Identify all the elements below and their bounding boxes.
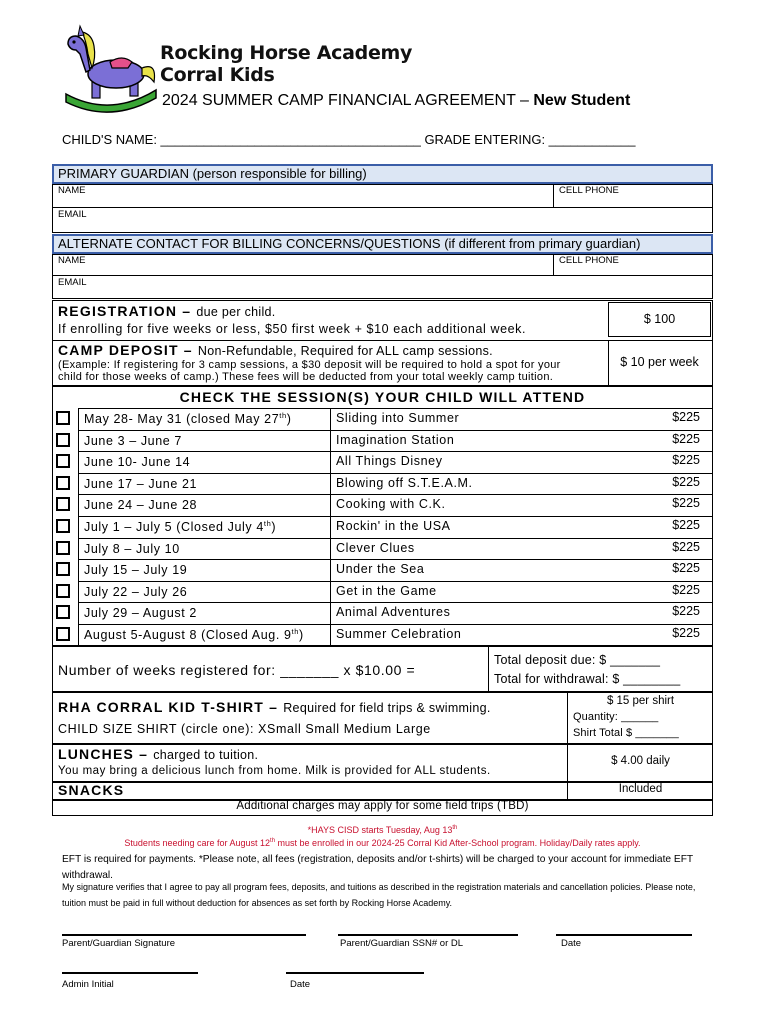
camp-deposit-price: $ 10 per week <box>620 355 699 369</box>
session-date <box>84 411 292 426</box>
divider <box>78 538 713 539</box>
session-checkbox[interactable] <box>56 497 70 511</box>
session-name: Summer Celebration <box>336 627 462 641</box>
alternate-email-field[interactable] <box>52 275 713 299</box>
session-price: $225 <box>672 496 700 511</box>
session-row <box>52 473 712 495</box>
session-date-sup: th <box>291 627 299 636</box>
admin-initial-label: Admin Initial <box>62 979 114 990</box>
child-name-grade-line[interactable]: CHILD'S NAME: ____________________________________ GRADE ENTERING: ____________ <box>62 132 636 147</box>
total-withdrawal[interactable]: Total for withdrawal: $ ________ <box>494 672 681 686</box>
session-date-text: May 28- May 31 (closed May 27 <box>84 412 280 427</box>
session-checkbox[interactable] <box>56 519 70 533</box>
session-checkbox[interactable] <box>56 541 70 555</box>
camp-deposit-subtitle: Non-Refundable, Required for ALL camp sessions. <box>197 344 493 358</box>
session-date-text: July 8 – July 10 <box>84 541 180 556</box>
session-name: Rockin' in the USA <box>336 519 451 533</box>
registration-price: $ 100 <box>643 312 676 326</box>
hays-note <box>52 825 713 835</box>
session-date <box>84 541 180 556</box>
session-date <box>84 433 182 448</box>
session-price: $225 <box>672 431 700 446</box>
sessions-heading: CHECK THE SESSION(S) YOUR CHILD WILL ATTEND <box>179 389 586 405</box>
session-checkbox[interactable] <box>56 454 70 468</box>
tshirt-subtitle: Required for field trips & swimming. <box>283 701 491 715</box>
session-checkbox[interactable] <box>56 411 70 425</box>
session-price: $225 <box>672 474 700 489</box>
snacks-price: Included <box>618 783 663 795</box>
session-price: $225 <box>672 604 700 619</box>
guardian-signature-label: Parent/Guardian Signature <box>62 938 176 949</box>
students-note-post: must be enrolled in our 2024-25 Corral Kid After-School program. Holiday/Daily rates apply. <box>275 838 641 848</box>
session-date <box>84 627 304 642</box>
session-checkbox[interactable] <box>56 627 70 641</box>
ssn-line[interactable] <box>338 934 518 936</box>
date-line-2[interactable] <box>286 972 424 974</box>
alternate-name-label: NAME <box>58 255 86 266</box>
session-date <box>84 454 190 469</box>
session-date-sup: th <box>263 519 272 528</box>
session-name: Imagination Station <box>336 432 455 447</box>
alternate-email-label: EMAIL <box>58 277 87 288</box>
primary-guardian-heading: PRIMARY GUARDIAN (person responsible for billing) <box>52 164 713 184</box>
camp-deposit-note-2: child for those weeks of camp.) These fees will be deducted from your total weekly camp tuition. <box>58 371 554 383</box>
session-date-text: July 22 – July 26 <box>84 584 188 599</box>
alternate-contact-heading: ALTERNATE CONTACT FOR BILLING CONCERNS/QUESTIONS (if different from primary guardian) <box>52 234 713 254</box>
students-note-pre: Students needing care for August 12 <box>124 838 271 848</box>
lunches-price: $ 4.00 daily <box>611 755 670 767</box>
session-row <box>52 581 712 603</box>
lunches-title <box>58 746 258 762</box>
divider <box>78 581 713 582</box>
guardian-signature-line[interactable] <box>62 934 306 936</box>
session-row <box>52 451 712 473</box>
session-name: Sliding into Summer <box>336 411 460 425</box>
academy-name-line1: Rocking Horse Academy <box>160 42 413 64</box>
tshirt-total[interactable]: Shirt Total $ _______ <box>573 727 679 739</box>
divider <box>78 516 713 517</box>
divider <box>553 184 554 208</box>
session-row <box>52 430 712 452</box>
lunches-subtitle: charged to tuition. <box>153 748 259 762</box>
registration-title-bold: REGISTRATION – <box>58 303 192 319</box>
session-row <box>52 559 712 581</box>
session-date <box>84 497 197 512</box>
snacks-title: SNACKS <box>58 782 125 798</box>
camp-deposit-note-1: (Example: If registering for 3 camp sessions, a $30 deposit will be required to hold a spot for your <box>58 359 561 371</box>
admin-initial-line[interactable] <box>62 972 198 974</box>
session-date-tail: ) <box>286 412 292 427</box>
session-row <box>52 624 712 646</box>
session-date-text: June 3 – June 7 <box>84 433 182 448</box>
primary-name-label: NAME <box>58 185 86 196</box>
session-row <box>52 516 712 538</box>
date-line-1[interactable] <box>556 934 692 936</box>
total-deposit-due[interactable]: Total deposit due: $ _______ <box>494 653 661 667</box>
session-price: $225 <box>672 410 700 424</box>
session-date-tail: ) <box>298 628 304 643</box>
session-checkbox[interactable] <box>56 433 70 447</box>
session-checkbox[interactable] <box>56 476 70 490</box>
session-date-tail: ) <box>271 520 277 535</box>
session-price: $225 <box>672 518 700 532</box>
divider <box>78 602 713 603</box>
divider <box>78 451 713 452</box>
session-price: $225 <box>672 453 700 468</box>
session-date-text: July 15 – July 19 <box>84 563 188 578</box>
session-price: $225 <box>672 539 700 554</box>
document-title <box>162 92 630 110</box>
session-date-sup: th <box>279 411 287 420</box>
session-name: Cooking with C.K. <box>336 497 446 512</box>
date-label-2: Date <box>290 979 311 990</box>
session-price: $225 <box>672 582 700 597</box>
alternate-cell-label: CELL PHONE <box>559 255 619 266</box>
session-row <box>52 494 712 516</box>
title-main: 2024 SUMMER CAMP FINANCIAL AGREEMENT – <box>162 92 529 109</box>
divider <box>553 254 554 276</box>
session-name: Blowing off S.T.E.A.M. <box>336 475 473 490</box>
students-note-sup: th <box>270 838 276 844</box>
weeks-registered[interactable]: Number of weeks registered for: _______ x $10.00 = <box>58 662 416 678</box>
session-date <box>84 519 276 534</box>
session-name: Clever Clues <box>336 540 415 555</box>
tshirt-price: $ 15 per shirt <box>606 695 675 707</box>
title-bold: New Student <box>533 92 631 109</box>
divider <box>608 340 609 386</box>
divider <box>488 646 489 692</box>
tshirt-title-bold: RHA CORRAL KID T-SHIRT – <box>58 699 279 715</box>
divider <box>78 624 713 625</box>
session-name: All Things Disney <box>336 454 443 469</box>
session-price: $225 <box>672 561 700 576</box>
registration-note: If enrolling for five weeks or less, $50 first week + $10 each additional week. <box>58 322 527 336</box>
divider <box>52 340 713 341</box>
session-date <box>84 584 187 599</box>
ssn-label: Parent/Guardian SSN# or DL <box>340 938 464 949</box>
academy-name-line2: Corral Kids <box>160 64 275 86</box>
session-name: Under the Sea <box>336 562 425 577</box>
session-date <box>84 605 197 620</box>
tshirt-title <box>58 699 491 715</box>
session-row <box>52 602 712 624</box>
divider <box>78 408 713 409</box>
eft-note: EFT is required for payments. *Please note, all fees (registration, deposits and/or t-shirts) will be charged to your account for immediate EFT withdrawal. <box>62 854 693 881</box>
hays-note-sup: th <box>452 825 458 831</box>
hays-note-text: *HAYS CISD starts Tuesday, Aug 13 <box>307 825 453 835</box>
rocking-horse-logo <box>62 24 160 116</box>
session-checkbox[interactable] <box>56 584 70 598</box>
session-checkbox[interactable] <box>56 605 70 619</box>
primary-email-field[interactable] <box>52 207 713 233</box>
session-date-text: July 29 – August 2 <box>84 606 197 621</box>
lunches-title-bold: LUNCHES – <box>58 746 149 762</box>
lunches-note: You may bring a delicious lunch from home. Milk is provided for ALL students. <box>58 765 491 777</box>
academy-name <box>160 42 412 86</box>
additional-charges: Additional charges may apply for some field trips (TBD) <box>236 800 529 812</box>
session-date-text: July 1 – July 5 (Closed July 4 <box>84 520 264 535</box>
divider <box>78 559 713 560</box>
primary-email-label: EMAIL <box>58 209 87 220</box>
registration-title <box>58 303 276 319</box>
session-date-text: August 5-August 8 (Closed Aug. 9 <box>84 628 292 643</box>
students-note <box>52 838 713 848</box>
divider <box>78 494 713 495</box>
session-date-text: June 24 – June 28 <box>84 498 198 513</box>
divider <box>78 430 713 431</box>
camp-deposit-title-bold: CAMP DEPOSIT – <box>58 342 193 358</box>
session-row <box>52 408 712 430</box>
session-date-text: June 17 – June 21 <box>84 476 198 491</box>
divider <box>78 473 713 474</box>
tshirt-quantity[interactable]: Quantity: ______ <box>573 711 659 723</box>
camp-deposit-title <box>58 342 493 358</box>
session-price: $225 <box>672 626 700 640</box>
primary-cell-label: CELL PHONE <box>559 185 619 196</box>
session-row <box>52 538 712 560</box>
session-date <box>84 476 197 491</box>
session-name: Animal Adventures <box>336 605 451 620</box>
registration-subtitle: due per child. <box>196 305 276 319</box>
session-name: Get in the Game <box>336 583 437 598</box>
tshirt-sizes[interactable]: CHILD SIZE SHIRT (circle one): XSmall Small Medium Large <box>58 722 431 736</box>
session-date-text: June 10- June 14 <box>84 455 191 470</box>
session-date <box>84 562 187 577</box>
session-checkbox[interactable] <box>56 562 70 576</box>
date-label-1: Date <box>561 938 582 949</box>
signature-note: My signature verifies that I agree to pay all program fees, deposits, and tuitions as described in the registration materials and cancellation policies. Please note, tuition must be paid in full without deduction for absences as set forth by Rocking Horse Academy. <box>62 882 696 908</box>
